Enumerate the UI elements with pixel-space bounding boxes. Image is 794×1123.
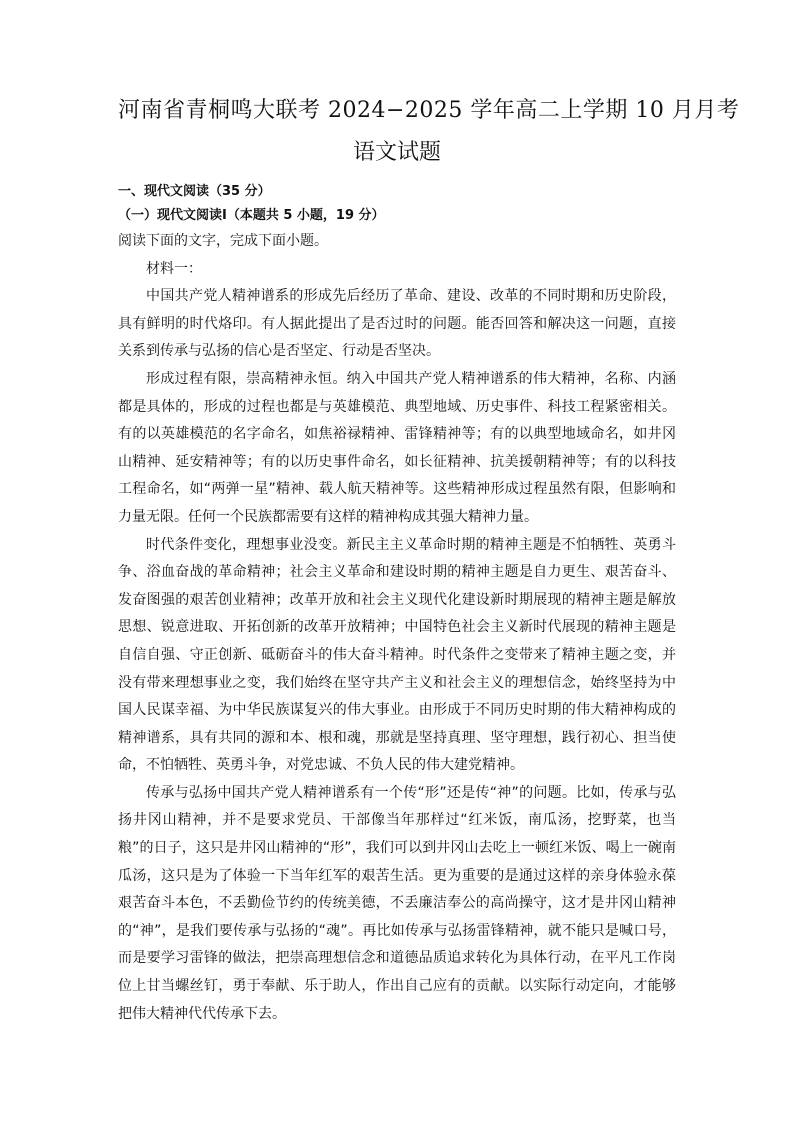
paragraph-4: 传承与弘扬中国共产党人精神谱系有一个传“形”还是传“神”的问题。比如，传承与弘扬井冈山精神，并不是要求党员、干部像当年那样过“红米饭，南瓜汤，挖野菜，也当粮”的日子，这只是井冈山精神的“形”，我们可以到井冈山去吃上一顿红米饭、喝上一碗南瓜汤，这只是为了体验一下当年红军的艰苦生活。更为重要的是通过这样的亲身体验永葆艰苦奋斗本色，不丢勤俭节约的传统美德，不丢廉洁奉公的高尚操守，这才是井冈山精神的“神”，是我们要传承与弘扬的“魂”。再比如传承与弘扬雷锋精神，就不能只是喊口号，而是要学习雷锋的做法，把崇高理想信念和道德品质追求转化为具体行动，在平凡工作岗位上甘当螺丝钉，勇于奉献、乐于助人，作出自己应有的贡献。以实际行动定向，才能够把伟大精神代代传承下去。 <box>118 784 676 1022</box>
document-subtitle: 语文试题 <box>352 140 441 165</box>
reading-instruction: 阅读下面的文字，完成下面小题。 <box>118 233 328 249</box>
subsection-heading: （一）现代文阅读Ⅰ（本题共 5 小题，19 分） <box>118 208 385 223</box>
paragraph-1: 中国共产党人精神谱系的形成先后经历了革命、建设、改革的不同时期和历史阶段，具有鲜明的时代烙印。有人据此提出了是否过时的问题。能否回答和解决这一问题，直接关系到传承与弘扬的信心是否坚定、行动是否坚决。 <box>118 288 676 360</box>
section-heading: 一、现代文阅读（35 分） <box>118 184 271 199</box>
material-label: 材料一： <box>146 260 202 277</box>
paragraph-3: 时代条件变化，理想事业没变。新民主主义革命时期的精神主题是不怕牺牲、英勇斗争、浴血奋战的革命精神；社会主义革命和建设时期的精神主题是自力更生、艰苦奋斗、发奋图强的艰苦创业精神；改革开放和社会主义现代化建设新时期展现的精神主题是解放思想、锐意进取、开拓创新的改革开放精神；中国特色社会主义新时代展现的精神主题是自信自强、守正创新、砥砺奋斗的伟大奋斗精神。时代条件之变带来了精神主题之变，并没有带来理想事业之变，我们始终在坚守共产主义和社会主义的理想信念，始终坚持为中国人民谋幸福、为中华民族谋复兴的伟大事业。由形成于不同历史时期的伟大精神构成的精神谱系，具有共同的源和本、根和魂，那就是坚持真理、坚守理想，践行初心、担当使命，不怕牺牲、英勇斗争，对党忠诚、不负人民的伟大建党精神。 <box>118 536 676 774</box>
document-title: 河南省青桐鸣大联考 2024−2025 学年高二上学期 10 月月考 <box>118 98 740 123</box>
paragraph-2: 形成过程有限，崇高精神永恒。纳入中国共产党人精神谱系的伟大精神，名称、内涵都是具体的，形成的过程也都是与英雄模范、典型地域、历史事件、科技工程紧密相关。有的以英雄模范的名字命名，如焦裕禄精神、雷锋精神等；有的以典型地域命名，如井冈山精神、延安精神等；有的以历史事件命名，如长征精神、抗美援朝精神等；有的以科技工程命名，如“两弹一星”精神、载人航天精神等。这些精神形成过程虽然有限，但影响和力量无限。任何一个民族都需要有这样的精神构成其强大精神力量。 <box>118 370 676 525</box>
